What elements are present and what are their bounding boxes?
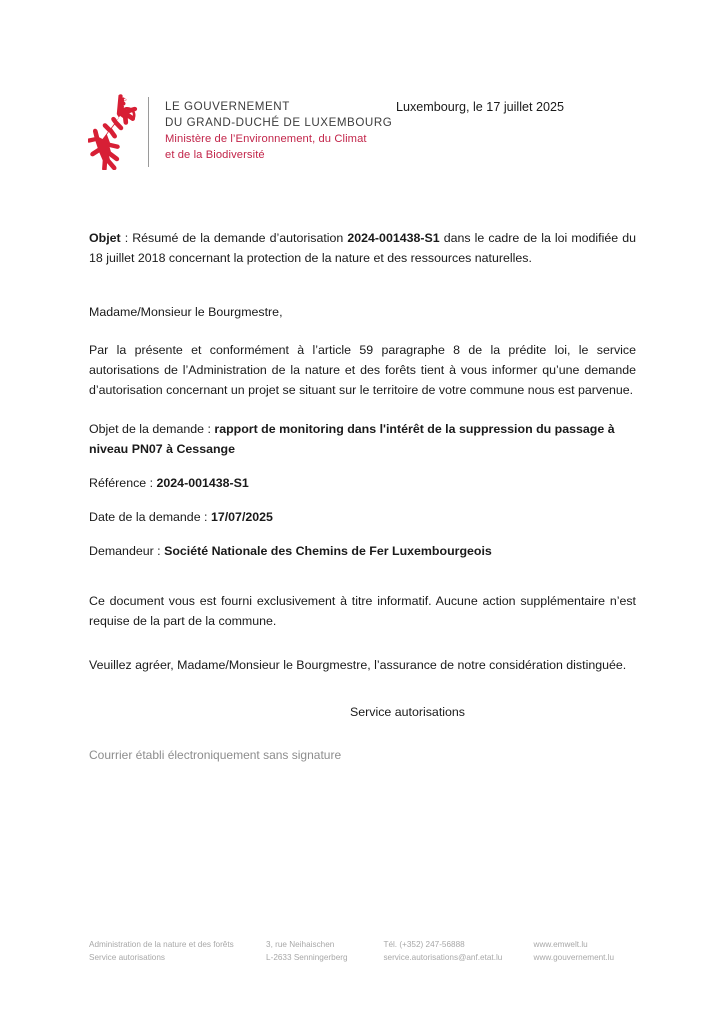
letter-body xyxy=(89,228,636,675)
subject-label: Objet xyxy=(89,231,121,245)
subject-paragraph xyxy=(89,228,636,268)
footer-website-gouvernement[interactable]: www.gouvernement.lu xyxy=(533,953,615,963)
salutation: Madame/Monsieur le Bourgmestre, xyxy=(89,305,283,320)
ministry-line-2: et de la Biodiversité xyxy=(165,148,265,161)
government-line-1: LE GOUVERNEMENT xyxy=(165,100,290,113)
no-signature-note: Courrier établi électroniquement sans signature xyxy=(89,748,342,762)
reference-label: Référence : xyxy=(89,475,157,490)
signature-service: Service autorisations xyxy=(349,705,465,719)
request-date-value: 17/07/2025 xyxy=(210,509,273,524)
object-label: Objet de la demande : xyxy=(89,421,215,436)
subject-separator: : xyxy=(120,231,133,245)
luxembourg-lion-rampant-icon xyxy=(88,92,140,170)
subject-reference: 2024-001438-S1 xyxy=(347,231,440,245)
request-date-label: Date de la demande : xyxy=(89,509,211,524)
logo-divider xyxy=(148,97,149,167)
applicant-line xyxy=(89,541,636,561)
closing-paragraph: Veuillez agréer, Madame/Monsieur le Bourgmestre, l’assurance de notre considération distinguée. xyxy=(89,658,627,673)
footer-website-emwelt[interactable]: www.emwelt.lu xyxy=(533,940,588,949)
object-line xyxy=(89,419,636,459)
footer-email[interactable]: service.autorisations@anf.etat.lu xyxy=(383,953,503,963)
footer-dept-line-2: Service autorisations xyxy=(89,953,165,963)
letterhead xyxy=(88,92,392,170)
government-line-2: DU GRAND-DUCHÉ DE LUXEMBOURG xyxy=(165,116,393,130)
footer-address-line-2: L-2633 Senningerberg xyxy=(266,953,348,963)
request-date-line xyxy=(89,507,636,527)
reference-value: 2024-001438-S1 xyxy=(156,475,249,490)
info-paragraph: Ce document vous est fourni exclusivement à titre informatif. Aucune action supplémentaire n’est requise de la part de la commune. xyxy=(89,594,636,629)
applicant-label: Demandeur : xyxy=(89,543,165,558)
footer-column-websites xyxy=(534,938,649,965)
reference-line xyxy=(89,473,636,493)
applicant-value: Société Nationale des Chemins de Fer Luxembourgeois xyxy=(164,543,492,558)
footer-address-line-1: 3, rue Neihaischen xyxy=(266,940,335,949)
footer-phone: Tél. (+352) 247-56888 xyxy=(383,940,465,949)
subject-text-before: Résumé de la demande d’autorisation xyxy=(132,231,348,245)
subject-text-after: dans le cadre de la loi modifiée du 18 juillet 2018 concernant la protection de la nature et des ressources naturelles. xyxy=(89,231,636,266)
footer-column-department xyxy=(89,938,266,965)
date-line: Luxembourg, le 17 juillet 2025 xyxy=(396,100,565,114)
signature-block xyxy=(89,705,636,719)
footer-column-contact xyxy=(383,938,533,965)
intro-paragraph: Par la présente et conformément à l’article 59 paragraphe 8 de la prédite loi, le service autorisations de l’Administration de la nature et des forêts tient à vous informer qu’une demande d’autorisation concernant un projet se situant sur le territoire de votre commune nous est parvenue. xyxy=(89,343,636,398)
page-footer xyxy=(89,938,649,965)
ministry-line-1: Ministère de l’Environnement, du Climat xyxy=(165,132,367,145)
footer-dept-line-1: Administration de la nature et des forêts xyxy=(89,940,234,949)
object-value: rapport de monitoring dans l'intérêt de la suppression du passage à niveau PN07 à Cessange xyxy=(89,421,615,456)
letterhead-text xyxy=(165,99,392,164)
footer-column-address xyxy=(266,938,383,965)
